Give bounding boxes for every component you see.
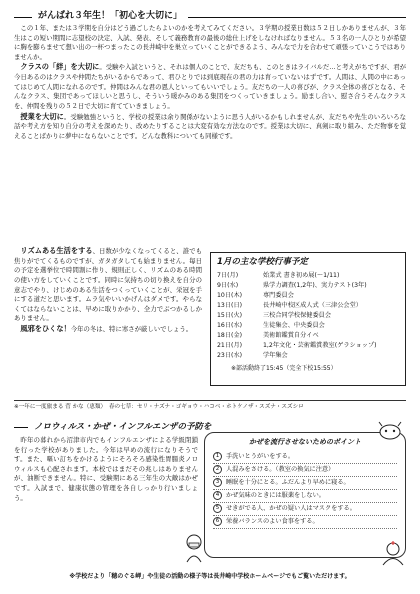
schedule-date: 13日(日): [217, 301, 243, 309]
schedule-date: 18日(金): [217, 331, 243, 339]
sick-student-illustration-icon: [182, 532, 206, 564]
schedule-event: 生徒集会、中央委員会: [263, 321, 325, 329]
newsletter-page: [14, 10, 406, 586]
tip-text: せきがでる人、かぜの疑い人はマスクをする。: [226, 504, 356, 512]
tip-text: 人混みをさける。（教室の換気に注意）: [226, 465, 335, 473]
schedule-event: 美術館鑑賞自分イベ: [263, 331, 319, 339]
section-health: [14, 420, 406, 568]
tips-box: [204, 432, 406, 558]
paragraph-lead: クラスの「絆」を大切に: [20, 62, 100, 72]
paragraph-body: 。受験や入試というと、それは個人のことで、友だちも、このときはライバルだ…と考えがちですが、君が今日あるのはクラスや仲間たちがいるからであって、君ひとりでは到底現在の君の力は育っていないはずです。人間は、人間の中にあってはじめて人間になれるのです。仲間はみんな君の恩人といってもいいでしょう。友だちの一人の喜びが、クラス全体の喜びとなる、そんなクラス、集団であってほしいと思うし、そういう暖かみのある集団をつくっていきましょう。励まし合い、慰さ合うそんなクラスを、仲間を残りの５２日で大切に育てていきましょう。: [14, 63, 406, 111]
tip-item: [213, 451, 397, 464]
footnote: ※一年に一度旅まる 菅 かな（恵類） 春の七草：セリ・ナズナ・ゴギョウ・ハコベ・ホトケノザ・スズナ・スズシロ: [14, 400, 406, 416]
section-title: [14, 10, 406, 24]
tip-number: 6: [213, 517, 222, 526]
schedule-date: 9日(水): [217, 281, 239, 289]
paragraph-body: 。受験勉強というと、学校の授業は余り関係がないように思う人がいるかもしれませんが、友だちや先生のいろいろな話や考え方を知り自分の考えを深めたり、改めたりすることは大変有効な方法なのです。授業は大切に、真剣に取り組み、ただ物事を覚えることばかりに夢中にならないことです。どんな教科についても同様です。: [14, 112, 406, 141]
schedule-row: [217, 341, 399, 351]
title-rule: [188, 17, 406, 18]
paragraph: [14, 62, 406, 111]
tip-number: 4: [213, 491, 222, 500]
tip-text: 手洗いとうがいをする。: [226, 452, 295, 460]
tips-title: かぜを流行させないためのポイント: [249, 438, 361, 446]
tips-list: [213, 451, 397, 529]
paragraph-lead: リズムある生活をする: [20, 246, 93, 255]
schedule-date: 7日(月): [217, 271, 239, 279]
paragraph-lead: 風邪をひくな！: [20, 324, 71, 334]
tip-number: 2: [213, 465, 222, 474]
schedule-row: [217, 281, 399, 291]
schedule-event: 三校合同学校保健委員会: [263, 311, 332, 319]
section-encouragement: [14, 10, 406, 246]
paragraph: [14, 324, 202, 335]
schedule-date: 21日(月): [217, 341, 243, 349]
tip-number: 1: [213, 452, 222, 461]
schedule-row: [217, 331, 399, 341]
tip-item: [213, 503, 397, 516]
schedule-row: [217, 271, 399, 281]
tip-item: [213, 516, 397, 529]
title-rule: [14, 17, 32, 18]
schedule-row: [217, 311, 399, 321]
tip-item: [213, 490, 397, 503]
schedule-row: [217, 321, 399, 331]
schedule-event: 県学力調査(1,2年)、実力テスト(3年): [263, 281, 367, 289]
tip-item: [213, 464, 397, 477]
schedule-title: 1月の主な学校行事予定: [217, 257, 308, 267]
health-body: [14, 436, 198, 566]
schedule-date: 15日(火): [217, 311, 243, 319]
rhythm-column: [14, 246, 202, 400]
tip-item: [213, 477, 397, 490]
schedule-note: ※部活動終了15:45（完全下校15:55）: [231, 364, 337, 372]
schedule-event: 学年集会: [263, 351, 288, 359]
section-middle: [14, 246, 406, 400]
paragraph-body: 今年の冬は、特に寒さが厳しいでしょう。: [70, 325, 193, 334]
schedule-row: [217, 301, 399, 311]
tip-text: かぜ気味のときには服薬をしない。: [226, 491, 325, 499]
paragraph: 昨年の暮れから沼津市内でもインフルエンザによる学級閉鎖を行った学校がありました。今年は早めの流行になりそうです。また、嘔い訂ちをかけるようにそろそろ感染性胃腸炎ノロウィルスも心配されます。本校ではまだその兆しはありませんが、油断できません。特に、受験期にある三年生の大敵はかぜです。入試まで、健康状態の管理を各自しっかり行いましょう。: [14, 436, 198, 502]
schedule-event: 専門委員会: [263, 291, 294, 299]
schedule-box: [210, 252, 406, 386]
schedule-date: 23日(水): [217, 351, 243, 359]
paragraph-lead: 授業を大切に: [20, 111, 64, 121]
paragraph: この１年、または３学期を自分はどう過ごしたらよいのかを考えてみてください。３学期の授業日数は５２日しかありませんが、３年生はこの短い期間に志望校の決定、入試、発表、そして義務教育の最後の総仕上げをしなければなりません。５３名の一人ひとりが希望に胸を膨らませて想い出の一杯つまったこの長井崎中を巣立っていくことができるよう、みんなで力を合わせて頑張っていこうではありませんか。: [14, 24, 406, 61]
schedule-date: 10日(木): [217, 291, 243, 299]
paragraph: [14, 112, 406, 142]
tip-number: 5: [213, 504, 222, 513]
schedule-event: 1,2年文化・芸術鑑賞教室(ゲラショップ): [263, 341, 377, 349]
paragraph: [14, 246, 202, 324]
health-title-text: ノロウィルス・かぜ・インフルエンザの予防を: [34, 421, 212, 432]
tip-number: 3: [213, 478, 222, 487]
section-title-text: がんばれ３年生！「初心を大切に」: [38, 11, 183, 22]
tip-text: 栄養バランスのよい食事をする。: [226, 517, 319, 525]
schedule-row: [217, 351, 399, 361]
tip-text: 睡眠を十分にとる。ふだんより早めに寝る。: [226, 478, 350, 486]
paragraph-body: 、日数が少なくなってくると、誰でも焦りがでてくるものですが、ガタガタしても始まりません。毎日の予定を選挙位で時間割に作り、規則正しく、リズムのある時間の使い方をしていくことです。同時に気持ちの切り換えを自分の意志でやり、けじめのある生活をつくっていくことが、栄冠を手にする道だと思います。ムラ気やいいかげんはダメです。やらなくてはならないことは、早めに取りかかり、全力でぶつかるしかありません。: [14, 247, 202, 323]
footer-note: ※学校だより「穂のぐる岬」や生徒の活動の様子等は長井崎中学校ホームページでもご覧いただけます。: [69, 573, 351, 580]
schedule-list: [217, 271, 399, 361]
schedule-event: 長井崎中校区成人式（三津公会堂）: [263, 301, 362, 309]
title-rule: [14, 427, 28, 428]
schedule-row: [217, 291, 399, 301]
schedule-event: 始業式 書き初め展(～1/11): [263, 271, 340, 279]
schedule-date: 16日(水): [217, 321, 243, 329]
nurse-illustration-icon: [380, 540, 406, 566]
bug-illustration-icon: [374, 420, 406, 442]
